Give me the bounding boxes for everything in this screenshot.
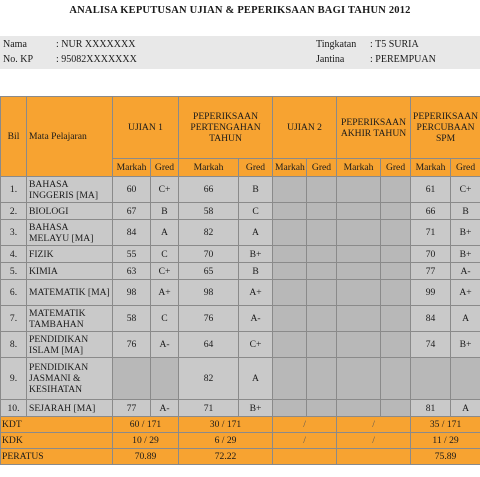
subject-name: MATEMATIK [MA] xyxy=(27,280,113,306)
row-number: 8. xyxy=(1,332,27,358)
summary-value: 6 / 29 xyxy=(179,433,273,449)
grade-cell: C xyxy=(151,246,179,263)
grade-cell xyxy=(381,263,411,280)
mark-cell: 77 xyxy=(113,400,151,417)
mark-cell xyxy=(337,220,381,246)
header-ujian-1: UJIAN 1 xyxy=(113,97,179,159)
table-row xyxy=(1,220,480,246)
mark-cell xyxy=(113,358,151,400)
grade-cell: A- xyxy=(151,332,179,358)
row-number: 9. xyxy=(1,358,27,400)
nokp-label: No. KP xyxy=(3,54,34,65)
jantina-value: : PEREMPUAN xyxy=(370,54,436,65)
table-row xyxy=(1,358,480,400)
grade-cell: C+ xyxy=(151,263,179,280)
grade-cell: A+ xyxy=(151,280,179,306)
grade-cell xyxy=(381,280,411,306)
mark-cell: 67 xyxy=(113,203,151,220)
mark-cell: 61 xyxy=(411,177,451,203)
mark-cell: 98 xyxy=(113,280,151,306)
mark-cell: 63 xyxy=(113,263,151,280)
mark-cell: 74 xyxy=(411,332,451,358)
grade-cell: A- xyxy=(151,400,179,417)
mark-cell xyxy=(273,177,307,203)
table-row xyxy=(1,280,480,306)
mark-cell xyxy=(337,358,381,400)
grade-cell: B+ xyxy=(451,332,480,358)
mark-cell: 60 xyxy=(113,177,151,203)
grade-cell xyxy=(307,400,337,417)
summary-label: PERATUS xyxy=(1,449,113,465)
summary-value: / xyxy=(273,433,337,449)
table-row xyxy=(1,177,480,203)
mark-cell xyxy=(337,306,381,332)
mark-cell xyxy=(337,400,381,417)
grade-cell: B+ xyxy=(239,400,273,417)
mark-cell xyxy=(337,177,381,203)
subject-name: BAHASA MELAYU [MA] xyxy=(27,220,113,246)
jantina-label: Jantina xyxy=(316,54,345,65)
summary-value: 72.22 xyxy=(179,449,273,465)
grade-cell: A xyxy=(151,220,179,246)
row-number: 4. xyxy=(1,246,27,263)
mark-cell: 98 xyxy=(179,280,239,306)
table-row xyxy=(1,400,480,417)
table-row xyxy=(1,203,480,220)
grade-cell: A- xyxy=(239,306,273,332)
mark-cell xyxy=(273,306,307,332)
subheader-markah: Markah xyxy=(273,159,307,177)
subject-name: MATEMATIK TAMBAHAN xyxy=(27,306,113,332)
grade-cell: A xyxy=(239,220,273,246)
row-number: 2. xyxy=(1,203,27,220)
row-number: 7. xyxy=(1,306,27,332)
mark-cell: 64 xyxy=(179,332,239,358)
summary-value: 60 / 171 xyxy=(113,417,179,433)
grade-cell: C+ xyxy=(451,177,480,203)
grade-cell xyxy=(307,246,337,263)
mark-cell xyxy=(273,400,307,417)
grade-cell xyxy=(381,203,411,220)
grade-cell: A xyxy=(239,358,273,400)
grade-cell: B+ xyxy=(239,246,273,263)
mark-cell: 66 xyxy=(179,177,239,203)
mark-cell xyxy=(273,332,307,358)
grade-cell: A+ xyxy=(239,280,273,306)
summary-value: 35 / 171 xyxy=(411,417,480,433)
grade-cell xyxy=(381,400,411,417)
mark-cell: 71 xyxy=(179,400,239,417)
grade-cell xyxy=(451,358,480,400)
grade-cell: A xyxy=(451,306,480,332)
header-akhir-tahun: PEPERIKSAAN AKHIR TAHUN xyxy=(337,97,411,159)
mark-cell: 84 xyxy=(411,306,451,332)
grade-cell xyxy=(381,332,411,358)
subject-name: BIOLOGI xyxy=(27,203,113,220)
grade-cell xyxy=(307,203,337,220)
summary-value: 11 / 29 xyxy=(411,433,480,449)
grade-cell xyxy=(381,306,411,332)
mark-cell: 55 xyxy=(113,246,151,263)
grade-cell xyxy=(307,358,337,400)
mark-cell xyxy=(273,280,307,306)
grade-cell xyxy=(307,220,337,246)
row-number: 3. xyxy=(1,220,27,246)
subheader-gred: Gred xyxy=(151,159,179,177)
grade-cell: B xyxy=(239,263,273,280)
subheader-markah: Markah xyxy=(411,159,451,177)
subheader-gred: Gred xyxy=(381,159,411,177)
results-table xyxy=(0,96,480,465)
mark-cell: 82 xyxy=(179,220,239,246)
grade-cell xyxy=(307,263,337,280)
summary-label: KDT xyxy=(1,417,113,433)
grade-cell xyxy=(381,358,411,400)
subheader-gred: Gred xyxy=(239,159,273,177)
table-row xyxy=(1,263,480,280)
summary-value xyxy=(337,449,411,465)
grade-cell: C xyxy=(239,203,273,220)
mark-cell xyxy=(273,246,307,263)
mark-cell xyxy=(273,263,307,280)
mark-cell xyxy=(273,220,307,246)
grade-cell: A xyxy=(451,400,480,417)
grade-cell: B+ xyxy=(451,246,480,263)
mark-cell xyxy=(337,263,381,280)
mark-cell xyxy=(337,332,381,358)
mark-cell: 58 xyxy=(179,203,239,220)
nama-label: Nama xyxy=(3,39,27,50)
mark-cell: 58 xyxy=(113,306,151,332)
grade-cell: A+ xyxy=(451,280,480,306)
grade-cell: B xyxy=(151,203,179,220)
mark-cell: 82 xyxy=(179,358,239,400)
mark-cell: 76 xyxy=(113,332,151,358)
table-row xyxy=(1,246,480,263)
row-number: 1. xyxy=(1,177,27,203)
tingkatan-label: Tingkatan xyxy=(316,39,357,50)
mark-cell: 70 xyxy=(411,246,451,263)
mark-cell xyxy=(337,246,381,263)
subheader-gred: Gred xyxy=(307,159,337,177)
summary-row xyxy=(1,417,480,433)
grade-cell xyxy=(307,177,337,203)
subheader-markah: Markah xyxy=(113,159,151,177)
mark-cell xyxy=(337,203,381,220)
subheader-markah: Markah xyxy=(179,159,239,177)
subject-name: BAHASA INGGERIS [MA] xyxy=(27,177,113,203)
nokp-value: : 95082XXXXXXX xyxy=(56,54,137,65)
grade-cell xyxy=(381,246,411,263)
grade-cell xyxy=(381,220,411,246)
grade-cell xyxy=(381,177,411,203)
summary-value: 70.89 xyxy=(113,449,179,465)
mark-cell: 66 xyxy=(411,203,451,220)
mark-cell: 81 xyxy=(411,400,451,417)
summary-label: KDK xyxy=(1,433,113,449)
summary-value: / xyxy=(337,417,411,433)
summary-value: 30 / 171 xyxy=(179,417,273,433)
row-number: 6. xyxy=(1,280,27,306)
grade-cell: C+ xyxy=(239,332,273,358)
grade-cell xyxy=(307,332,337,358)
grade-cell xyxy=(307,306,337,332)
mark-cell: 71 xyxy=(411,220,451,246)
summary-value: / xyxy=(273,417,337,433)
mark-cell xyxy=(411,358,451,400)
grade-cell: A- xyxy=(451,263,480,280)
header-ujian-2: UJIAN 2 xyxy=(273,97,337,159)
mark-cell: 84 xyxy=(113,220,151,246)
grade-cell: C+ xyxy=(151,177,179,203)
summary-row xyxy=(1,449,480,465)
table-row xyxy=(1,332,480,358)
header-percubaan-spm: PEPERIKSAAN PERCUBAAN SPM xyxy=(411,97,480,159)
nama-value: : NUR XXXXXXX xyxy=(56,39,136,50)
mark-cell: 65 xyxy=(179,263,239,280)
subheader-gred: Gred xyxy=(451,159,480,177)
tingkatan-value: : T5 SURIA xyxy=(370,39,419,50)
grade-cell: B xyxy=(239,177,273,203)
table-row xyxy=(1,306,480,332)
summary-value: 10 / 29 xyxy=(113,433,179,449)
summary-value: 75.89 xyxy=(411,449,480,465)
mark-cell xyxy=(337,280,381,306)
report-title: ANALISA KEPUTUSAN UJIAN & PEPERIKSAAN BAGI TAHUN 2012 xyxy=(69,5,411,16)
mark-cell xyxy=(273,358,307,400)
mark-cell xyxy=(273,203,307,220)
mark-cell: 70 xyxy=(179,246,239,263)
mark-cell: 77 xyxy=(411,263,451,280)
mark-cell: 76 xyxy=(179,306,239,332)
row-number: 5. xyxy=(1,263,27,280)
row-number: 10. xyxy=(1,400,27,417)
summary-value xyxy=(273,449,337,465)
subject-name: PENDIDIKAN ISLAM [MA] xyxy=(27,332,113,358)
grade-cell xyxy=(307,280,337,306)
mark-cell: 99 xyxy=(411,280,451,306)
header-mata-pelajaran: Mata Pelajaran xyxy=(27,97,113,177)
header-bil: Bil xyxy=(1,97,27,177)
grade-cell: C xyxy=(151,306,179,332)
header-pertengahan-tahun: PEPERIKSAAN PERTENGAHAN TAHUN xyxy=(179,97,273,159)
subject-name: KIMIA xyxy=(27,263,113,280)
summary-value: / xyxy=(337,433,411,449)
summary-row xyxy=(1,433,480,449)
grade-cell: B+ xyxy=(451,220,480,246)
grade-cell: B xyxy=(451,203,480,220)
subject-name: PENDIDIKAN JASMANI & KESIHATAN xyxy=(27,358,113,400)
subject-name: FIZIK xyxy=(27,246,113,263)
grade-cell xyxy=(151,358,179,400)
subject-name: SEJARAH [MA] xyxy=(27,400,113,417)
subheader-markah: Markah xyxy=(337,159,381,177)
